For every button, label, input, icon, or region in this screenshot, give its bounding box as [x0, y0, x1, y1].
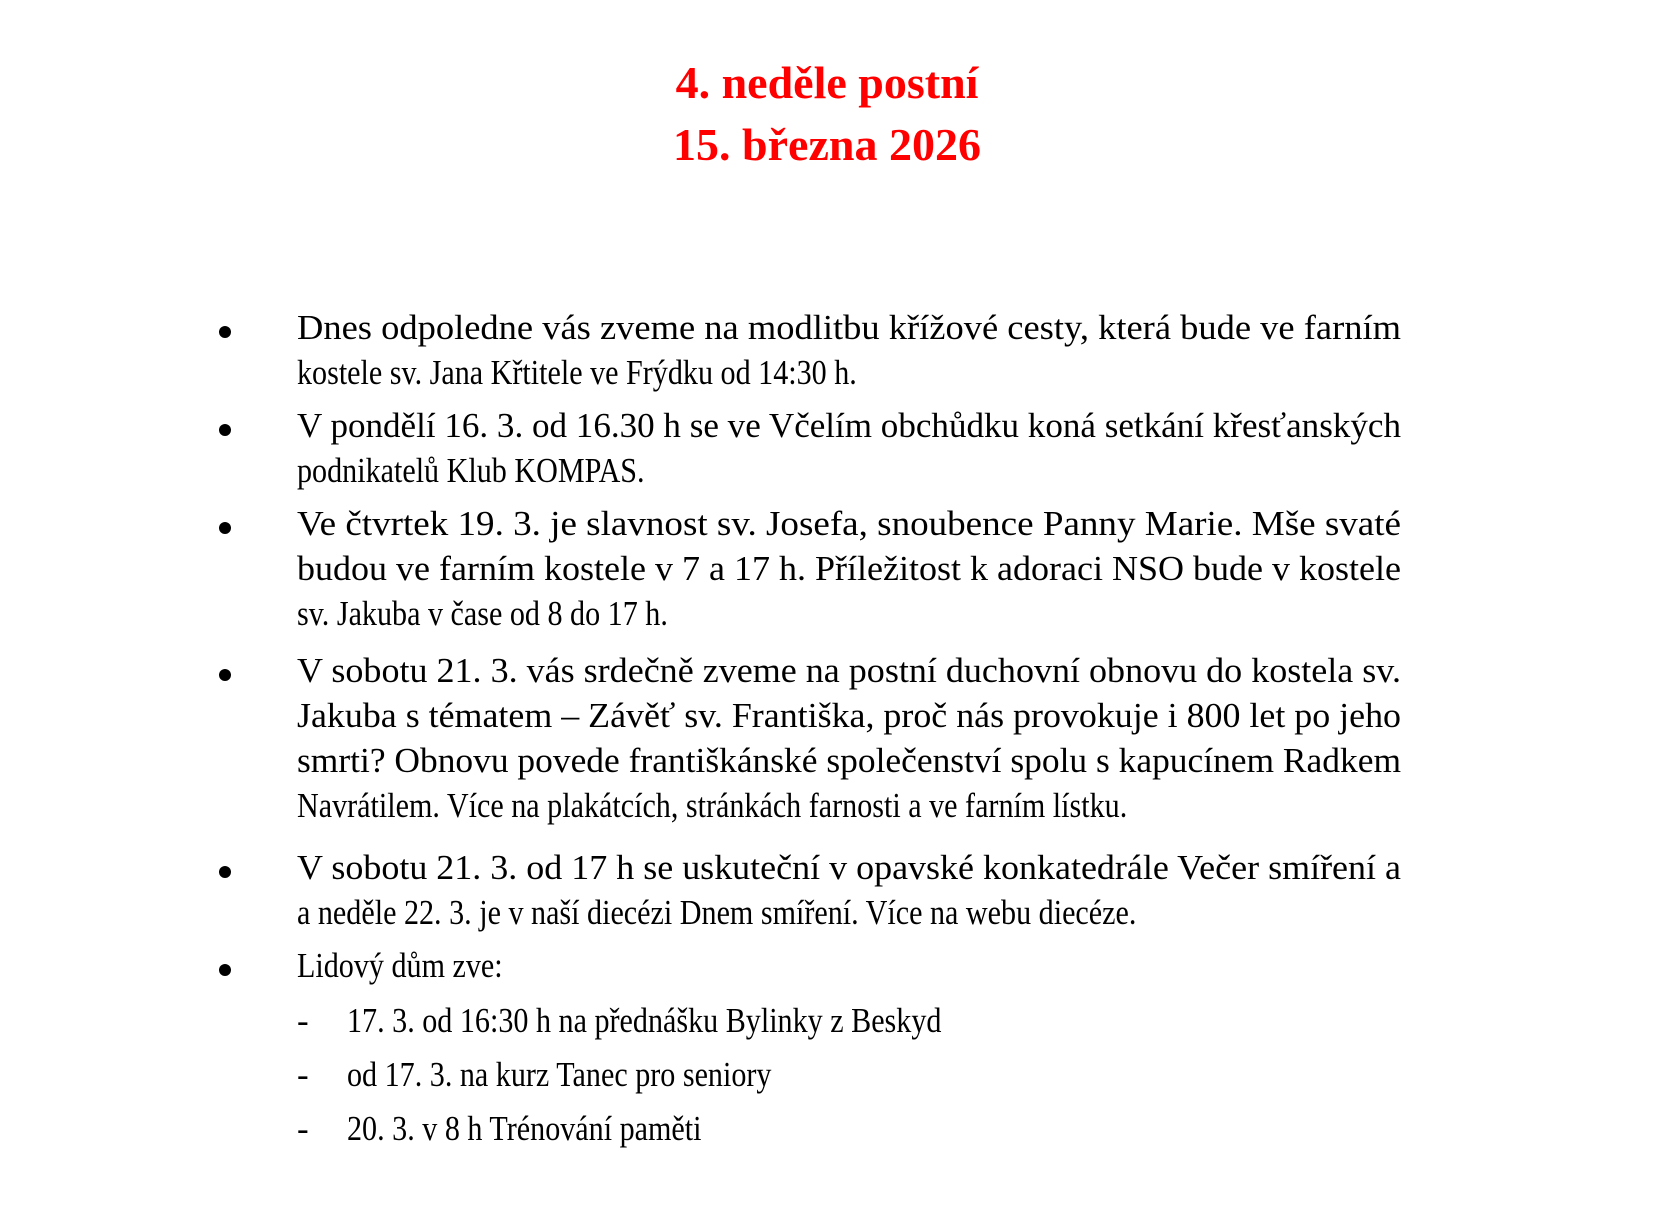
bullet-icon [219, 326, 231, 338]
announcement-line: Jakuba s tématem – Závěť sv. Františka, proč nás provokuje i 800 let po jeho [297, 696, 1401, 735]
announcement-line: budou ve farním kostele v 7 a 17 h. Příležitost k adoraci NSO bude v kostele [297, 549, 1401, 588]
sub-item-text: 20. 3. v 8 h Trénování paměti [347, 1109, 702, 1148]
announcement-line: podnikatelů Klub KOMPAS. [297, 451, 645, 490]
announcement-line: kostele sv. Jana Křtitele ve Frýdku od 14:30 h. [297, 353, 857, 392]
sub-item-text: 17. 3. od 16:30 h na přednášku Bylinky z Beskyd [347, 1001, 942, 1040]
announcement-line: V sobotu 21. 3. od 17 h se uskuteční v opavské konkatedrále Večer smíření a [297, 848, 1401, 887]
announcement-line: Ve čtvrtek 19. 3. je slavnost sv. Josefa, snoubence Panny Marie. Mše svaté [297, 504, 1401, 543]
dash-marker: - [297, 1001, 309, 1040]
dash-marker: - [297, 1055, 309, 1094]
bullet-icon [219, 669, 231, 681]
title-date: 15. března 2026 [673, 119, 981, 170]
announcement-line: smrti? Obnovu povede františkánské společenství spolu s kapucínem Radkem [297, 741, 1401, 780]
announcement-line: a neděle 22. 3. je v naší diecézi Dnem smíření. Více na webu diecéze. [297, 893, 1137, 932]
title-line-1: 4. neděle postní [675, 57, 979, 108]
announcement-line: sv. Jakuba v čase od 8 do 17 h. [297, 594, 668, 633]
bullet-icon [219, 866, 231, 878]
announcement-line: V pondělí 16. 3. od 16.30 h se ve Včelím obchůdku koná setkání křesťanských [297, 406, 1401, 445]
announcement-line: Lidový dům zve: [297, 946, 503, 985]
bullet-icon [219, 964, 231, 976]
bullet-icon [219, 522, 231, 534]
announcement-line: V sobotu 21. 3. vás srdečně zveme na postní duchovní obnovu do kostela sv. [297, 651, 1401, 690]
announcement-line: Navrátilem. Více na plakátcích, stránkách farnosti a ve farním lístku. [297, 786, 1128, 825]
dash-marker: - [297, 1109, 309, 1148]
announcement-line: Dnes odpoledne vás zveme na modlitbu křížové cesty, která bude ve farním [297, 308, 1401, 347]
sub-item-text: od 17. 3. na kurz Tanec pro seniory [347, 1055, 772, 1094]
bullet-icon [219, 424, 231, 436]
